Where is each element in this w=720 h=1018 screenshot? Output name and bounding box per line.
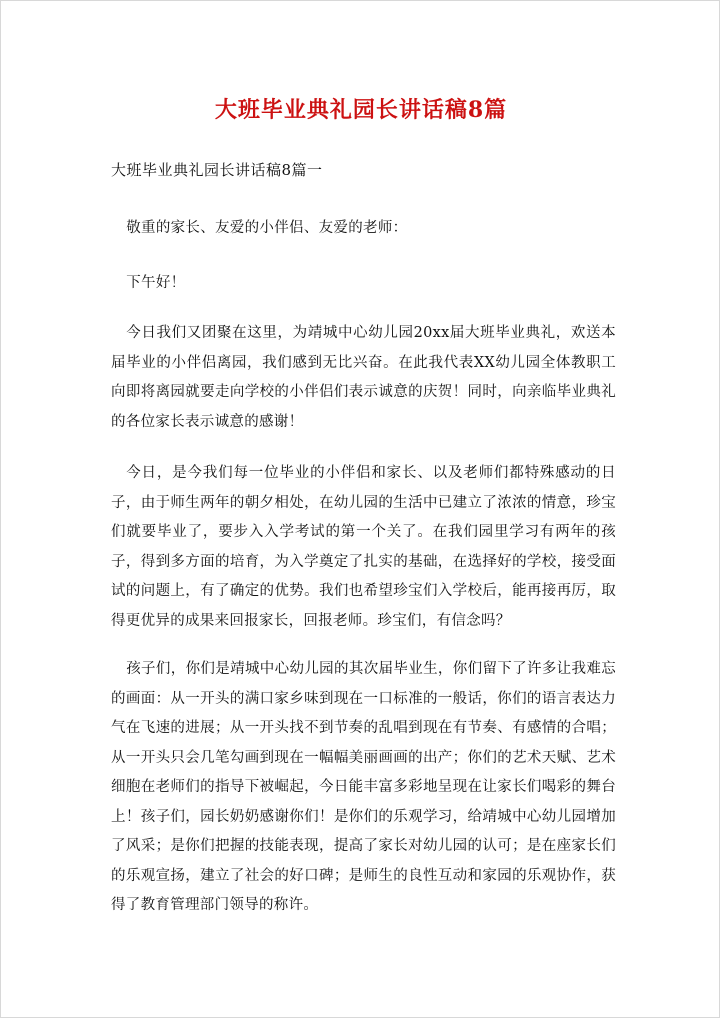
body-paragraph: 今日，是今我们每一位毕业的小伴侣和家长、以及老师们都特殊感动的日子，由于师生两年的朝夕相处，在幼儿园的生活中已建立了浓浓的情意，珍宝们就要毕业了，要步入入学考试的第一个关了。在我们园里学习有两年的孩子，得到多方面的培育，为入学奠定了扎实的基础，在选择好的学校，接受面试的问题上，有了确定的优势。我们也希望珍宝们入学校后，能再接再厉，取得更优异的成果来回报家长，回报老师。珍宝们，有信念吗？ — [111, 465, 616, 629]
body-paragraph: 今日我们又团聚在这里，为靖城中心幼儿园20xx届大班毕业典礼，欢送本届毕业的小伴侣离园，我们感到无比兴奋。在此我代表XX幼儿园全体教职工向即将离园就要走向学校的小伴侣们表示诚意的庆贺！同时，向亲临毕业典礼的各位家长表示诚意的感谢！ — [111, 325, 616, 430]
greeting-paragraph: 下午好！ — [126, 275, 186, 291]
section-heading: 大班毕业典礼园长讲话稿8篇一 — [111, 161, 323, 179]
salutation-paragraph: 敬重的家长、友爱的小伴侣、友爱的老师： — [126, 220, 408, 236]
body-paragraph: 孩子们，你们是靖城中心幼儿园的其次届毕业生，你们留下了许多让我难忘的画面：从一开头的满口家乡味到现在一口标准的一般话，你们的语言表达力气在飞速的进展；从一开头找不到节奏的乱唱到现在有节奏、有感情的合唱；从一开头只会几笔勾画到现在一幅幅美丽画画的出产；你们的艺术天赋、艺术细胞在老师们的指导下被崛起，今日能丰富多彩地呈现在让家长们喝彩的舞台上！孩子们，园长奶奶感谢你们！是你们的乐观学习，给靖城中心幼儿园增加了风采；是你们把握的技能表现，提高了家长对幼儿园的认可；是在座家长们的乐观宣扬，建立了社会的好口碑；是师生的良性互动和家园的乐观协作，获得了教育管理部门领导的称许。 — [111, 661, 616, 913]
page-title: 大班毕业典礼园长讲话稿8篇 — [214, 97, 508, 123]
